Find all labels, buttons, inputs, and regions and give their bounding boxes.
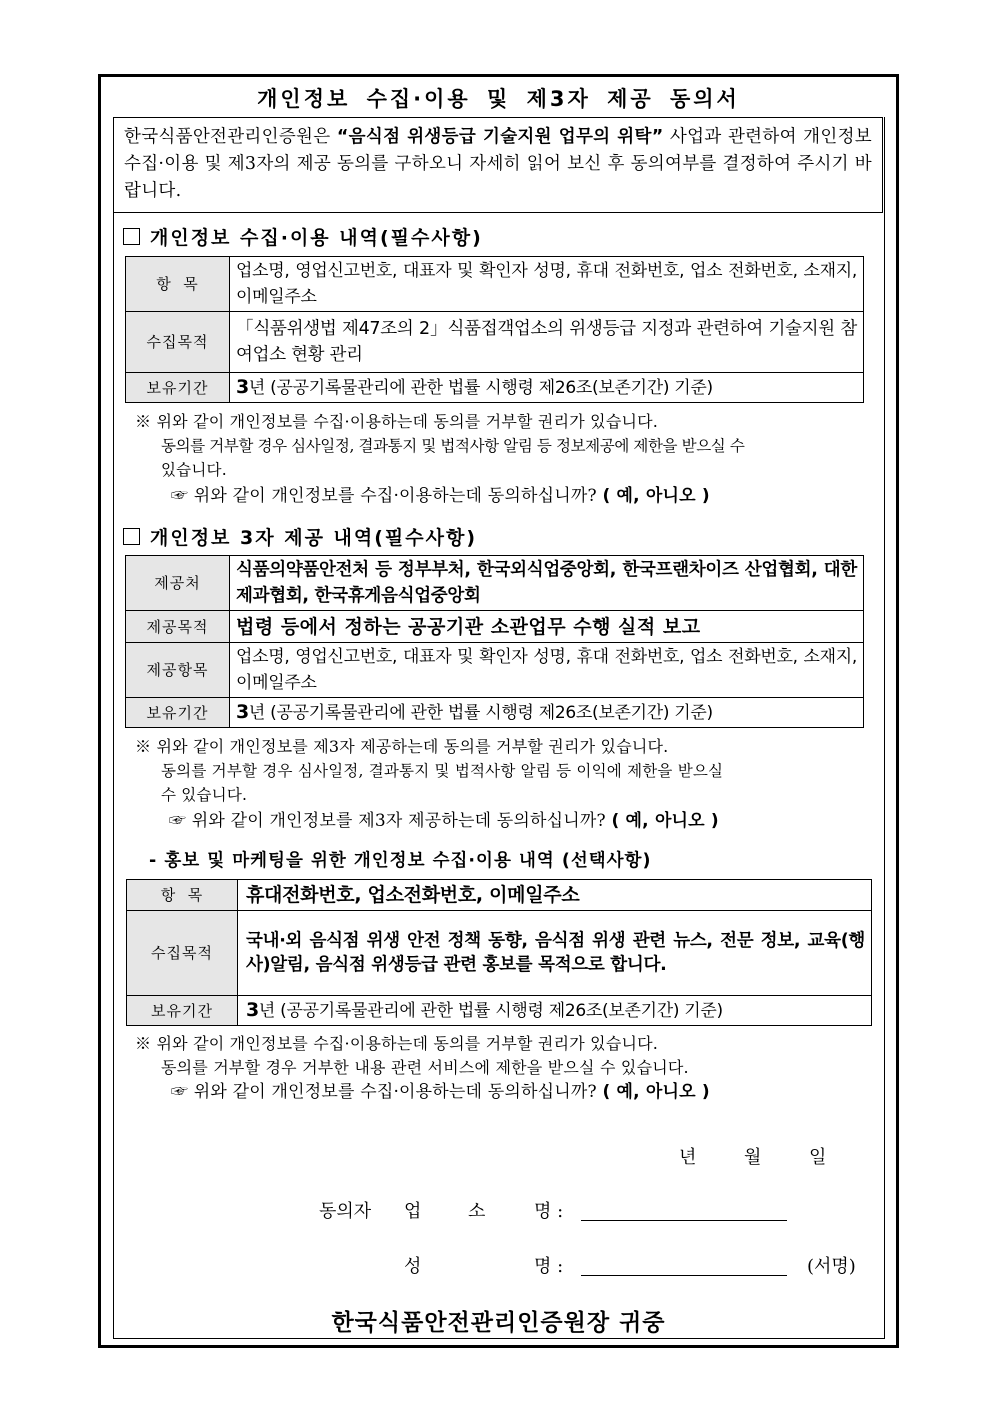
section1-heading-text: 개인정보 수집·이용 내역(필수사항) bbox=[150, 227, 483, 249]
consent-answer-1[interactable]: ( 예, 아니오 ) bbox=[602, 486, 710, 506]
period-number: 3 bbox=[236, 376, 249, 398]
row-value: 「식품위생법 제47조의 2」식품접객업소의 위생등급 지정과 관련하여 기술지원 참여업소 현황 관리 bbox=[230, 312, 864, 373]
checkbox-icon[interactable] bbox=[123, 228, 140, 245]
checkbox-icon[interactable] bbox=[123, 528, 140, 545]
period-number: 3 bbox=[236, 701, 249, 723]
section3-heading: - 홍보 및 마케팅을 위한 개인정보 수집·이용 내역 (선택사항) bbox=[149, 851, 652, 871]
consent-question-2 bbox=[135, 809, 880, 833]
row-value: 업소명, 영업신고번호, 대표자 및 확인자 성명, 휴대 전화번호, 업소 전화번호, 소재지, 이메일주소 bbox=[230, 257, 864, 312]
period-text: 년 (공공기록물관리에 관한 법률 시행령 제26조(보존기간) 기준) bbox=[248, 703, 713, 723]
notice-line: ※ 위와 같이 개인정보를 수집·이용하는데 동의를 거부할 권리가 있습니다. bbox=[135, 412, 659, 431]
business-name-label-3: 명 : bbox=[534, 1201, 564, 1222]
notice-line: 동의를 거부할 경우 거부한 내용 관련 서비스에 제한을 받으실 수 있습니다. bbox=[161, 1058, 689, 1077]
period-number: 3 bbox=[246, 999, 259, 1021]
intro-emphasis: “음식점 위생등급 기술지원 업무의 위탁” bbox=[336, 127, 664, 147]
consent-question-3 bbox=[135, 1080, 880, 1104]
table-row bbox=[126, 312, 864, 373]
intro-paragraph bbox=[113, 117, 883, 213]
section1-heading bbox=[123, 223, 483, 250]
question-text: ☞ 위와 같이 개인정보를 수집·이용하는데 동의하십니까? bbox=[171, 1082, 597, 1102]
row-label: 제공항목 bbox=[126, 643, 230, 698]
business-name-label-1: 업 bbox=[404, 1201, 422, 1222]
row-value bbox=[230, 698, 864, 728]
name-label-1: 성 bbox=[404, 1256, 422, 1277]
notice-line: 있습니다. bbox=[161, 461, 227, 479]
table-row bbox=[126, 643, 864, 698]
signature-label: (서명) bbox=[807, 1256, 856, 1277]
question-text: ☞ 위와 같이 개인정보를 수집·이용하는데 동의하십니까? bbox=[171, 486, 597, 506]
notice-line: ※ 위와 같이 개인정보를 제3자 제공하는데 동의를 거부할 권리가 있습니다. bbox=[135, 737, 669, 756]
row-label: 항 목 bbox=[127, 880, 238, 911]
row-value: 휴대전화번호, 업소전화번호, 이메일주소 bbox=[238, 880, 872, 911]
date-year-label: 년 bbox=[679, 1147, 697, 1168]
period-text: 년 (공공기록물관리에 관한 법률 시행령 제26조(보존기간) 기준) bbox=[248, 378, 713, 398]
consent-answer-2[interactable]: ( 예, 아니오 ) bbox=[611, 811, 719, 831]
row-value: 식품의약품안전처 등 정부부처, 한국외식업중앙회, 한국프랜차이즈 산업협회, 대한제과협회, 한국휴게음식업중앙회 bbox=[230, 556, 864, 611]
row-label: 수집목적 bbox=[127, 911, 238, 996]
table-row bbox=[126, 556, 864, 611]
row-value: 법령 등에서 정하는 공공기관 소관업무 수행 실적 보고 bbox=[230, 611, 864, 643]
date-day-label: 일 bbox=[809, 1147, 827, 1168]
notice-line: 동의를 거부할 경우 심사일정, 결과통지 및 법적사항 알림 등 정보제공에 제한을 받으실 수 bbox=[161, 437, 745, 455]
business-name-field[interactable] bbox=[581, 1197, 787, 1221]
section2-heading-text: 개인정보 3자 제공 내역(필수사항) bbox=[150, 527, 478, 549]
section3-notice bbox=[135, 1032, 880, 1104]
document-title: 개인정보 수집·이용 및 제3자 제공 동의서 bbox=[257, 87, 740, 111]
row-value bbox=[230, 373, 864, 403]
section1-table bbox=[125, 256, 864, 403]
consent-form-frame bbox=[98, 74, 899, 1348]
notice-line: 수 있습니다. bbox=[161, 786, 248, 804]
consent-question-1 bbox=[135, 484, 880, 508]
table-row bbox=[126, 611, 864, 643]
table-row bbox=[127, 996, 872, 1026]
date-month-label: 월 bbox=[744, 1147, 762, 1168]
row-label: 제공처 bbox=[126, 556, 230, 611]
question-text: ☞ 위와 같이 개인정보를 제3자 제공하는데 동의하십니까? bbox=[169, 811, 606, 831]
period-text: 년 (공공기록물관리에 관한 법률 시행령 제26조(보존기간) 기준) bbox=[258, 1001, 723, 1021]
row-label: 수집목적 bbox=[126, 312, 230, 373]
table-row bbox=[126, 257, 864, 312]
intro-suffix: 사업과 관련하여 개인정보 수집·이용 및 제3자의 제공 동의를 구하오니 자세히 읽어 보신 후 동의여부를 결정하여 주시기 바랍니다. bbox=[124, 127, 872, 201]
notice-line: ※ 위와 같이 개인정보를 수집·이용하는데 동의를 거부할 권리가 있습니다. bbox=[135, 1034, 659, 1053]
consent-answer-3[interactable]: ( 예, 아니오 ) bbox=[602, 1082, 710, 1102]
table-row bbox=[127, 911, 872, 996]
row-label: 제공목적 bbox=[126, 611, 230, 643]
row-label: 항 목 bbox=[126, 257, 230, 312]
table-row bbox=[127, 880, 872, 911]
name-label-2: 명 : bbox=[534, 1256, 564, 1277]
consenter-label: 동의자 bbox=[319, 1201, 372, 1222]
table-row bbox=[126, 698, 864, 728]
row-label: 보유기간 bbox=[126, 373, 230, 403]
row-label: 보유기간 bbox=[127, 996, 238, 1026]
section2-notice bbox=[135, 735, 880, 833]
row-value: 업소명, 영업신고번호, 대표자 및 확인자 성명, 휴대 전화번호, 업소 전화번호, 소재지, 이메일주소 bbox=[230, 643, 864, 698]
section3-table bbox=[126, 879, 872, 1026]
section2-table bbox=[125, 555, 864, 728]
section1-notice bbox=[135, 410, 880, 508]
notice-line: 동의를 거부할 경우 심사일정, 결과통지 및 법적사항 알림 등 이익에 제한을 받으실 bbox=[161, 762, 724, 780]
intro-prefix: 한국식품안전관리인증원은 bbox=[124, 127, 337, 147]
row-value: 국내·외 음식점 위생 안전 정책 동향, 음식점 위생 관련 뉴스, 전문 정보, 교육(행사)알림, 음식점 위생등급 관련 홍보를 목적으로 합니다. bbox=[238, 911, 872, 996]
section2-heading bbox=[123, 523, 477, 550]
row-value bbox=[238, 996, 872, 1026]
row-label: 보유기간 bbox=[126, 698, 230, 728]
business-name-label-2: 소 bbox=[468, 1201, 486, 1222]
name-field[interactable] bbox=[581, 1252, 787, 1276]
closing-addressee: 한국식품안전관리인증원장 귀중 bbox=[331, 1309, 666, 1336]
table-row bbox=[126, 373, 864, 403]
